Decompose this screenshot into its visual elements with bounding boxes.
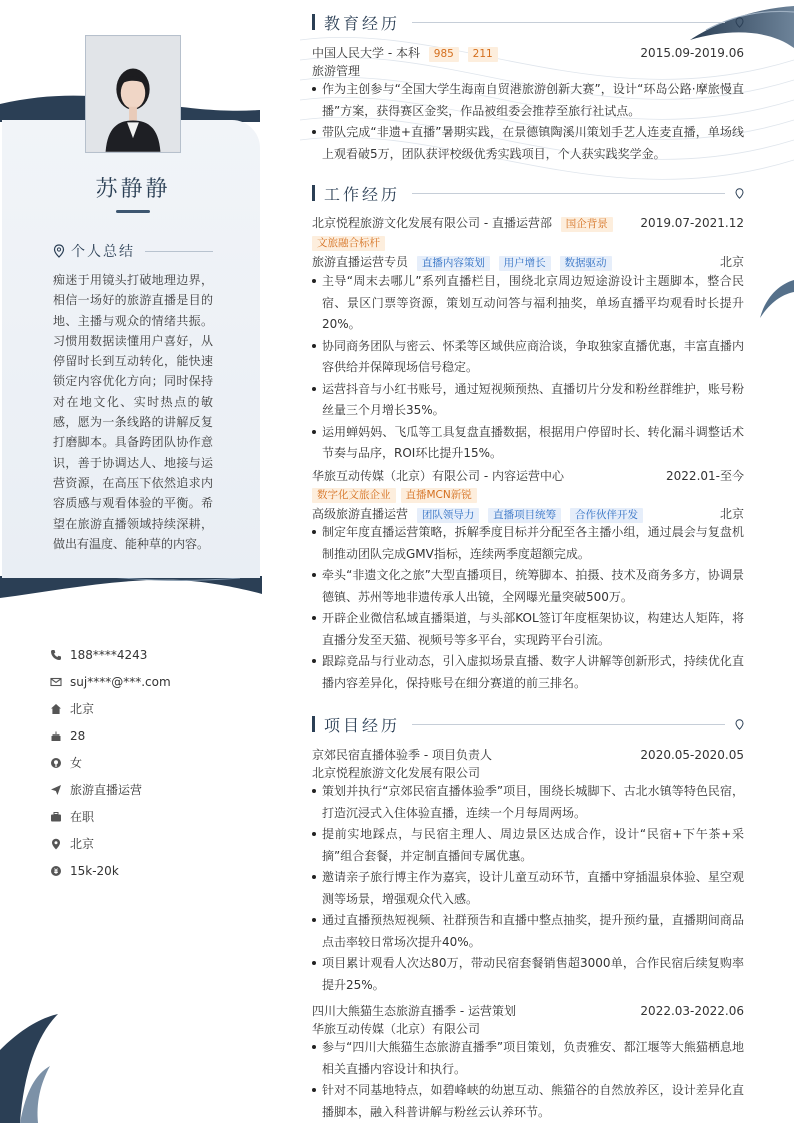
name-underline [116,210,150,213]
section-divider [412,724,725,725]
location-pin-icon [735,188,744,199]
contact-home [50,695,250,722]
job-period: 2022.01-至今 [666,469,744,483]
company-tag: 文旅融合标杆 [312,236,385,251]
list-item: 制定年度直播运营策略，拆解季度目标并分配至各主播小组，通过晨会与复盘机制推动团队完成GMV指标，连续两季度超额完成。 [312,522,744,565]
skill-tag: 合作伙伴开发 [570,508,643,523]
list-item: 协同商务团队与密云、怀柔等区域供应商洽谈，争取独家直播优惠，丰富直播内容供给并保障现场信号稳定。 [312,336,744,379]
company-tag: 国企背景 [561,217,613,232]
job-bullets [312,271,744,465]
contact-value: 北京 [70,702,95,716]
job-role: 高级旅游直播运营 [312,507,409,521]
money-icon [50,865,62,877]
skill-tag: 团队领导力 [417,508,480,523]
education-bullets [312,79,744,165]
avatar [85,35,181,153]
projects-header [312,713,744,735]
location-pin-icon [735,17,744,28]
contact-location [50,830,250,857]
job-role-row [312,253,744,271]
job-role-line [312,505,720,523]
company-tag: 数字化文旅企业 [312,488,396,503]
list-item: 提前实地踩点，与民宿主理人、周边景区达成合作，设计“民宿+下午茶+采摘”组合套餐，并定制直播间专属优惠。 [312,824,744,867]
education-major-row [312,62,744,80]
education-tag: 985 [429,47,459,62]
job-role-line [312,253,720,271]
projects-title: 项目经历 [324,715,401,735]
job-company-line [312,214,640,232]
section-divider [412,193,725,194]
skill-tag: 数据驱动 [560,256,612,271]
job-bullets [312,522,744,694]
summary-header [53,241,213,261]
contact-value: 15k-20k [70,863,119,878]
list-item: 针对不同基地特点，如碧峰峡的幼崽互动、熊猫谷的自然放养区，设计差异化直播脚本，融入科普讲解与粉丝云认养环节。 [312,1080,744,1123]
skill-tag: 用户增长 [499,256,551,271]
job-role-row [312,505,744,523]
education-school: 中国人民大学 - 本科 [312,46,420,60]
project-name-row [312,746,744,764]
summary-title: 个人总结 [71,244,135,260]
location-pin-icon [53,244,65,258]
job-company-row [312,467,744,485]
contact-value: 在职 [70,810,95,824]
project-bullets [312,1037,744,1123]
list-item: 跟踪竞品与行业动态，引入虚拟场景直播、数字人讲解等创新形式，持续优化直播内容差异化，保持账号在细分赛道的前三排名。 [312,651,744,694]
project-org-row [312,1020,744,1038]
project-org-row [312,764,744,782]
contact-value: 女 [70,756,83,770]
education-school-row [312,44,744,62]
cake-icon [50,730,62,742]
project-name-row [312,1002,744,1020]
briefcase-icon [50,811,62,823]
list-item: 运用蝉妈妈、飞瓜等工具复盘直播数据，根据用户停留时长、转化漏斗调整话术节奏与品序，ROI环比提升15%。 [312,422,744,465]
person-name: 苏静静 [95,177,171,202]
project-period: 2020.05-2020.05 [640,748,744,762]
contact-salary [50,857,250,884]
project-bullets [312,781,744,996]
education-major: 旅游管理 [312,64,361,78]
list-item: 开辟企业微信私域直播渠道，与头部KOL签订年度框架协议，构建达人矩阵，将直播分发至天猫、视频号等多平台，实现跨平台引流。 [312,608,744,651]
location-pin-icon [735,719,744,730]
contact-age [50,722,250,749]
project-org: 华旅互动传媒（北京）有限公司 [312,1022,481,1036]
section-bar [312,14,315,30]
project-name: 京郊民宿直播体验季 - 项目负责人 [312,748,492,762]
contact-gender [50,749,250,776]
project-period: 2022.03-2022.06 [640,1004,744,1018]
section-divider [412,22,725,23]
job-city: 北京 [719,255,744,269]
education-header [312,11,744,33]
contact-value: suj****@***.com [70,674,171,689]
contact-list [50,641,250,884]
skill-tag: 直播内容策划 [417,256,490,271]
contact-intent [50,776,250,803]
list-item: 策划并执行“京郊民宿直播体验季”项目，围绕长城脚下、古北水镇等特色民宿，打造沉浸式入住体验直播，连续一个月每周两场。 [312,781,744,824]
job-company-tag-row [312,488,744,503]
education-tag: 211 [468,47,498,62]
job-company: 华旅互动传媒（北京）有限公司 - 内容运营中心 [312,469,564,483]
education-period: 2015.09-2019.06 [640,46,744,60]
project-name: 四川大熊猫生态旅游直播季 - 运营策划 [312,1004,516,1018]
contact-value: 北京 [70,837,95,851]
summary-divider [145,251,213,252]
home-icon [50,703,62,715]
contact-status [50,803,250,830]
work-title: 工作经历 [324,184,401,204]
company-tag: 直播MCN新锐 [401,488,477,503]
education-school-line [312,44,640,62]
education-title: 教育经历 [324,13,401,33]
job-company-row [312,214,744,232]
section-bar [312,185,315,201]
mail-icon [50,676,62,688]
list-item: 通过直播预热短视频、社群预告和直播中整点抽奖，提升预约量，直播期间商品点击率较日常场次提升40%。 [312,910,744,953]
job-city: 北京 [719,507,744,521]
contact-phone [50,641,250,668]
list-item: 主导“周末去哪儿”系列直播栏目，围绕北京周边短途游设计主题脚本，整合民宿、景区门票等资源，策划互动问答与福利抽奖，单场直播平均观看时长提升20%。 [312,271,744,336]
gender-icon [50,757,62,769]
list-item: 项目累计观看人次达80万，带动民宿套餐销售超3000单，合作民宿后续复购率提升25%。 [312,953,744,996]
contact-value: 188****4243 [70,647,148,662]
contact-value: 旅游直播运营 [70,783,143,797]
summary-text: 痴迷于用镜头打破地理边界，相信一场好的旅游直播是目的地、主播与观众的情绪共振。习惯用数据读懂用户喜好，从停留时长到互动转化，能快速锁定内容优化方向；同时保持对在地文化、实时热点的敏感，愿为一条线路的讲解反复打磨脚本。具备跨团队协作意识，善于协调达人、地接与运营资源，在高压下依然追求内容质感与观看体验的平衡。希望在旅游直播领域持续深耕，做出有温度、能种草的内容。 [53,273,213,551]
contact-value: 28 [70,728,86,743]
phone-icon [50,649,62,661]
job-period: 2019.07-2021.12 [640,216,744,230]
list-item: 作为主创参与“全国大学生海南自贸港旅游创新大赛”，设计“环岛公路·摩旅慢直播”方案，获得赛区金奖，作品被组委会推荐至旅行社试点。 [312,79,744,122]
list-item: 牵头“非遗文化之旅”大型直播项目，统筹脚本、拍摄、技术及商务多方，协调景德镇、苏州等地非遗传承人出镜，全网曝光量突破500万。 [312,565,744,608]
send-icon [50,784,62,796]
section-bar [312,716,315,732]
job-company-tag-row [312,236,744,251]
skill-tag: 直播项目统筹 [488,508,561,523]
work-header [312,182,744,204]
job-company: 北京悦程旅游文化发展有限公司 - 直播运营部 [312,216,552,230]
job-role: 旅游直播运营专员 [312,255,409,269]
project-org: 北京悦程旅游文化发展有限公司 [312,766,481,780]
location-icon [50,838,62,850]
list-item: 带队完成“非遗+直播”暑期实践，在景德镇陶溪川策划手艺人连麦直播，单场线上观看破5万，团队获评校级优秀实践项目，个人获实践奖学金。 [312,122,744,165]
list-item: 参与“四川大熊猫生态旅游直播季”项目策划，负责雅安、都江堰等大熊猫栖息地相关直播内容设计和执行。 [312,1037,744,1080]
list-item: 邀请亲子旅行博主作为嘉宾，设计儿童互动环节，直播中穿插温泉体验、星空观测等场景，增强观众代入感。 [312,867,744,910]
list-item: 运营抖音与小红书账号，通过短视频预热、直播切片分发和粉丝群维护，账号粉丝量三个月增长35%。 [312,379,744,422]
contact-email [50,668,250,695]
